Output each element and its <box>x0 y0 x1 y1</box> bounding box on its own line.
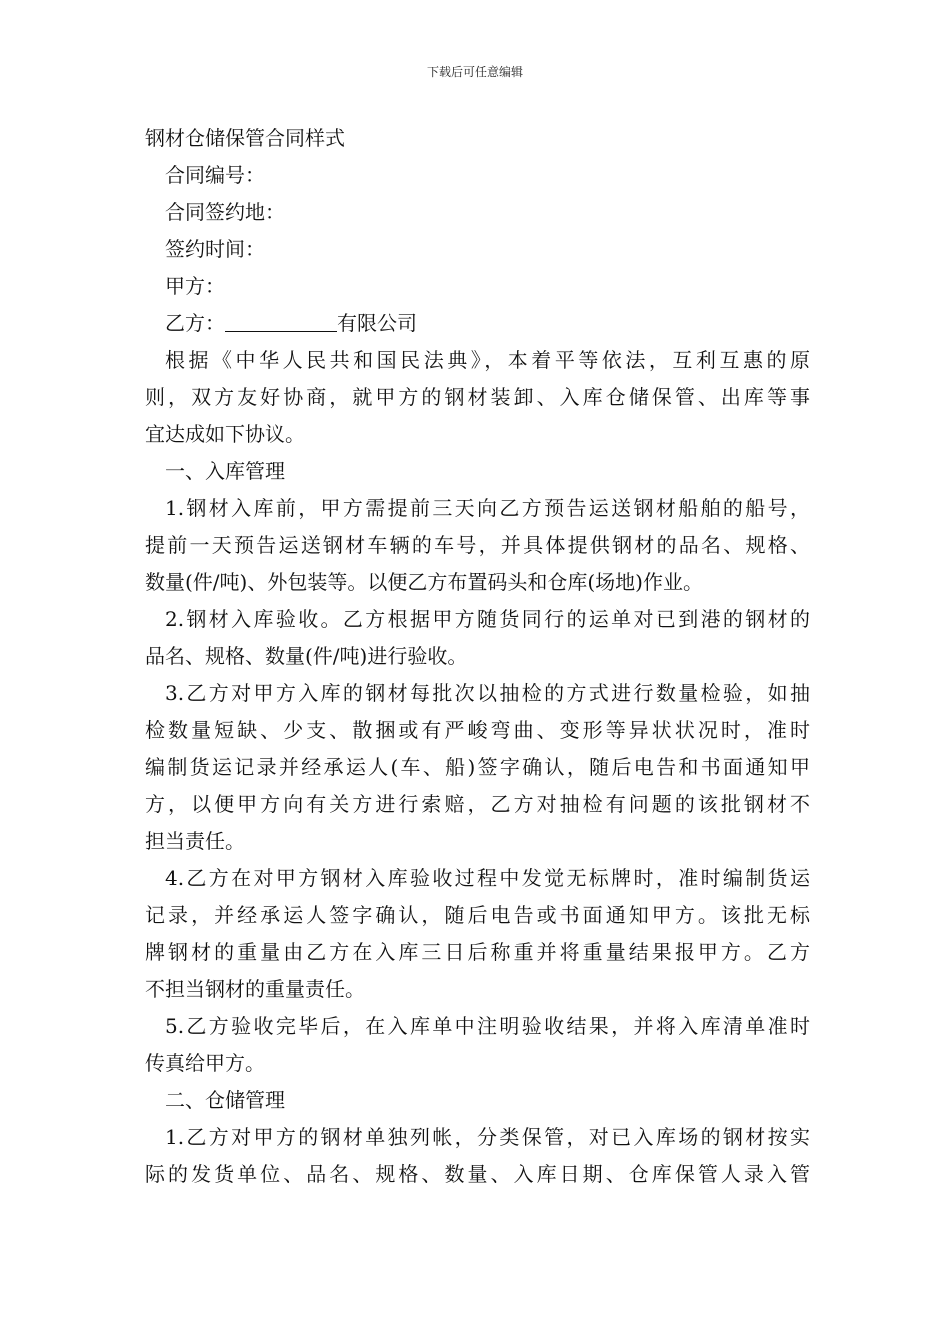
paragraph-line: 方，以便甲方向有关方进行索赔，乙方对抽检有问题的该批钢材不 <box>145 792 810 816</box>
party-a-label: 甲方： <box>165 274 225 298</box>
paragraph-line: 根据《中华人民共和国民法典》，本着平等依法，互利互惠的原 <box>165 348 810 372</box>
paragraph-line: 1.钢材入库前，甲方需提前三天向乙方预告运送钢材船舶的船号， <box>165 496 810 520</box>
paragraph-line: 记录，并经承运人签字确认，随后电告或书面通知甲方。该批无标 <box>145 903 810 927</box>
paragraph-line: 提前一天预告运送钢材车辆的车号，并具体提供钢材的品名、规格、 <box>145 533 810 557</box>
document-body <box>145 120 810 1193</box>
paragraph-line: 则，双方友好协商，就甲方的钢材装卸、入库仓储保管、出库等事 <box>145 385 810 409</box>
contract-number-label: 合同编号： <box>165 163 265 187</box>
paragraph-line: 际的发货单位、品名、规格、数量、入库日期、仓库保管人录入管 <box>145 1162 810 1186</box>
paragraph-line: 检数量短缺、少支、散捆或有严峻弯曲、变形等异状状况时，准时 <box>145 718 810 742</box>
party-b-name-blank <box>225 307 337 332</box>
party-b-line <box>145 305 810 342</box>
section-heading: 二、仓储管理 <box>165 1088 285 1112</box>
paragraph-line: 牌钢材的重量由乙方在入库三日后称重并将重量结果报甲方。乙方 <box>145 940 810 964</box>
document-title: 钢材仓储保管合同样式 <box>145 126 345 150</box>
paragraph-line: 数量(件/吨)、外包装等。以便乙方布置码头和仓库(场地)作业。 <box>145 570 703 594</box>
sign-time-label: 签约时间： <box>165 237 265 261</box>
paragraph-line: 2.钢材入库验收。乙方根据甲方随货同行的运单对已到港的钢材的 <box>165 607 810 631</box>
paragraph-line: 担当责任。 <box>145 829 245 853</box>
paragraph-line: 传真给甲方。 <box>145 1051 265 1075</box>
paragraph-line: 5.乙方验收完毕后，在入库单中注明验收结果，并将入库清单准时 <box>165 1014 810 1038</box>
paragraph-line: 1.乙方对甲方的钢材单独列帐，分类保管，对已入库场的钢材按实 <box>165 1125 810 1149</box>
party-b-label: 乙方： <box>165 311 225 335</box>
page-header-note: 下载后可任意编辑 <box>426 65 523 79</box>
paragraph-line: 编制货运记录并经承运人(车、船)签字确认，随后电告和书面通知甲 <box>145 755 810 779</box>
paragraph-line: 4.乙方在对甲方钢材入库验收过程中发觉无标牌时，准时编制货运 <box>165 866 810 890</box>
paragraph-line: 3.乙方对甲方入库的钢材每批次以抽检的方式进行数量检验，如抽 <box>165 681 810 705</box>
paragraph-line: 品名、规格、数量(件/吨)进行验收。 <box>145 644 468 668</box>
paragraph-line: 不担当钢材的重量责任。 <box>145 977 365 1001</box>
party-b-suffix: 有限公司 <box>337 311 417 335</box>
paragraph-line: 宜达成如下协议。 <box>145 422 305 446</box>
sign-place-label: 合同签约地： <box>165 200 285 224</box>
section-heading: 一、入库管理 <box>165 459 285 483</box>
